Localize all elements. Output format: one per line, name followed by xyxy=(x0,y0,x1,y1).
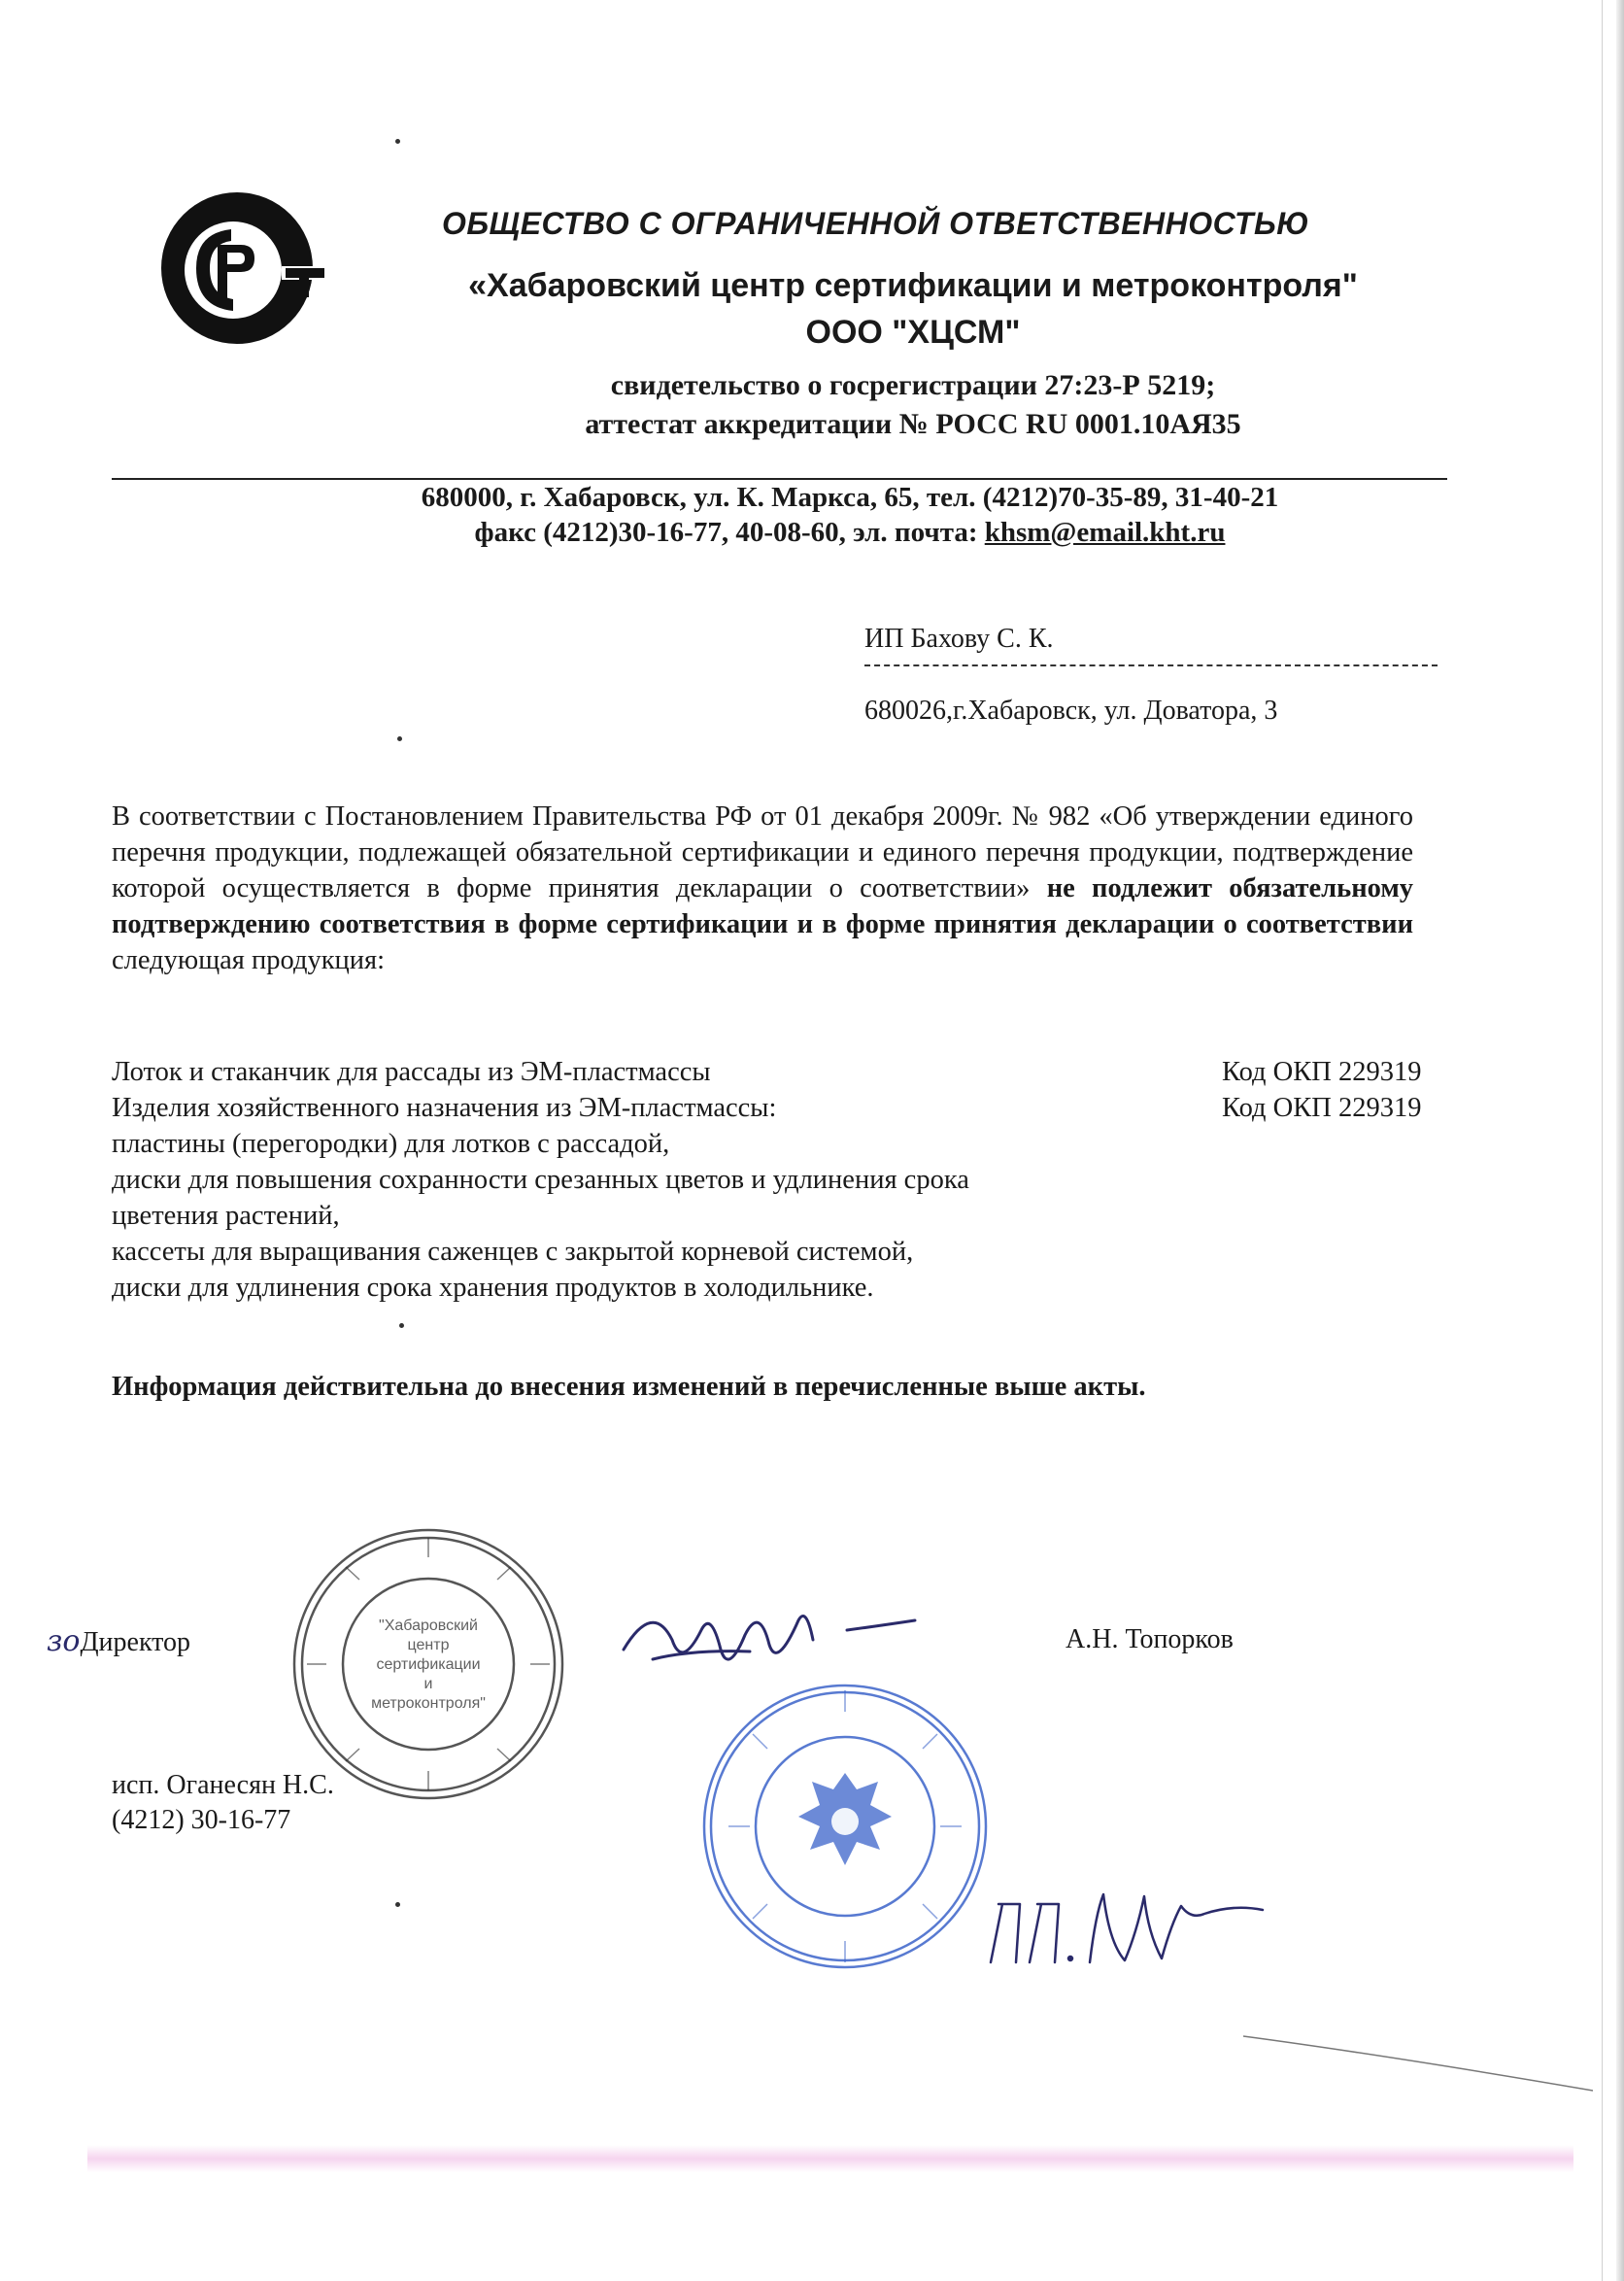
product-row xyxy=(112,1054,1472,1090)
signer-name: А.Н. Топорков xyxy=(1066,1624,1234,1654)
scan-artifact-line xyxy=(1602,0,1603,2281)
recipient-divider xyxy=(864,664,1438,666)
product-row xyxy=(112,1126,1472,1162)
org-fax-email xyxy=(146,517,1554,549)
scan-artifact-edge xyxy=(1616,0,1624,2281)
svg-text:центр: центр xyxy=(407,1637,450,1653)
product-row xyxy=(112,1162,1472,1198)
paragraph-text-end: следующая продукция: xyxy=(112,945,386,975)
paragraph-text: В соответствии с Постановлением Правительства РФ от 01 декабря 2009г. № 982 «Об утверждении единого перечня продукции, подлежащей обязательной сертификации и единого перечня продукции, подтверждение которой осуществляется в форме принятия декларации о соответствии» xyxy=(112,801,1413,903)
rst-logo xyxy=(157,190,340,346)
scan-speck xyxy=(395,1902,400,1907)
product-row xyxy=(112,1270,1472,1306)
validity-notice: Информация действительна до внесения изменений в перечисленные выше акты. xyxy=(112,1372,1146,1402)
entrepreneur-signature xyxy=(981,1875,1272,1982)
recipient-address: 680026,г.Хабаровск, ул. Доватора, 3 xyxy=(864,696,1278,726)
product-row xyxy=(112,1198,1472,1234)
scan-speck xyxy=(395,139,400,144)
product-name: диски для удлинения срока хранения продуктов в холодильнике. xyxy=(112,1273,874,1303)
product-code: Код ОКП 229319 xyxy=(1222,1093,1422,1123)
main-paragraph xyxy=(112,799,1413,978)
product-name: Изделия хозяйственного назначения из ЭМ-пластмассы: xyxy=(112,1093,777,1123)
director-line xyxy=(47,1624,190,1658)
org-legal-form: ОБЩЕСТВО С ОГРАНИЧЕННОЙ ОТВЕТСТВЕННОСТЬЮ xyxy=(442,206,1310,241)
registration-certificate: свидетельство о госрегистрации 27:23-Р 5219; xyxy=(610,369,1216,401)
fax-text: факс (4212)30-16-77, 40-08-60, эл. почта: xyxy=(474,517,985,548)
product-row xyxy=(112,1234,1472,1270)
product-row xyxy=(112,1090,1472,1126)
svg-text:и: и xyxy=(423,1676,433,1692)
org-short-name: ООО "ХЦСМ" xyxy=(805,314,1021,351)
svg-text:"Хабаровский: "Хабаровский xyxy=(379,1617,478,1634)
director-label: Директор xyxy=(80,1627,191,1657)
svg-text:сертификации: сертификации xyxy=(376,1656,481,1673)
scan-artifact-band xyxy=(87,2145,1573,2172)
director-signature xyxy=(614,1582,925,1698)
recipient-name: ИП Бахову С. К. xyxy=(864,624,1054,654)
scan-artifact-stroke xyxy=(1243,2017,1593,2094)
handwritten-mark: зо xyxy=(47,1624,81,1658)
product-name: диски для повышения сохранности срезанных цветов и удлинения срока xyxy=(112,1165,969,1195)
svg-text:метроконтроля": метроконтроля" xyxy=(371,1695,486,1712)
org-address: 680000, г. Хабаровск, ул. К. Маркса, 65, тел. (4212)70-35-89, 31-40-21 xyxy=(421,482,1279,513)
entrepreneur-round-stamp xyxy=(699,1681,991,1972)
email-link[interactable]: khsm@email.kht.ru xyxy=(984,517,1226,548)
product-name: пластины (перегородки) для лотков с рассадой, xyxy=(112,1129,670,1159)
scan-speck xyxy=(397,736,402,741)
product-name: цветения растений, xyxy=(112,1201,340,1231)
product-name: кассеты для выращивания саженцев с закрытой корневой системой, xyxy=(112,1237,914,1267)
product-list xyxy=(112,1054,1472,1306)
executor-phone: (4212) 30-16-77 xyxy=(112,1805,291,1835)
company-round-stamp xyxy=(288,1523,569,1805)
executor-name: исп. Оганесян Н.С. xyxy=(112,1770,334,1800)
header-divider xyxy=(112,478,1447,480)
product-name: Лоток и стаканчик для рассады из ЭМ-пластмассы xyxy=(112,1057,711,1087)
paragraph-bold-text: не подлежит обязательному подтверждению соответствия в форме сертификации и в форме принятия декларации о соответствии xyxy=(112,873,1413,939)
accreditation-certificate: аттестат аккредитации № РОСС RU 0001.10АЯ35 xyxy=(585,408,1241,440)
scan-speck xyxy=(399,1323,404,1328)
org-name: «Хабаровский центр сертификации и метроконтроля" xyxy=(468,267,1358,304)
product-code: Код ОКП 229319 xyxy=(1222,1057,1422,1087)
